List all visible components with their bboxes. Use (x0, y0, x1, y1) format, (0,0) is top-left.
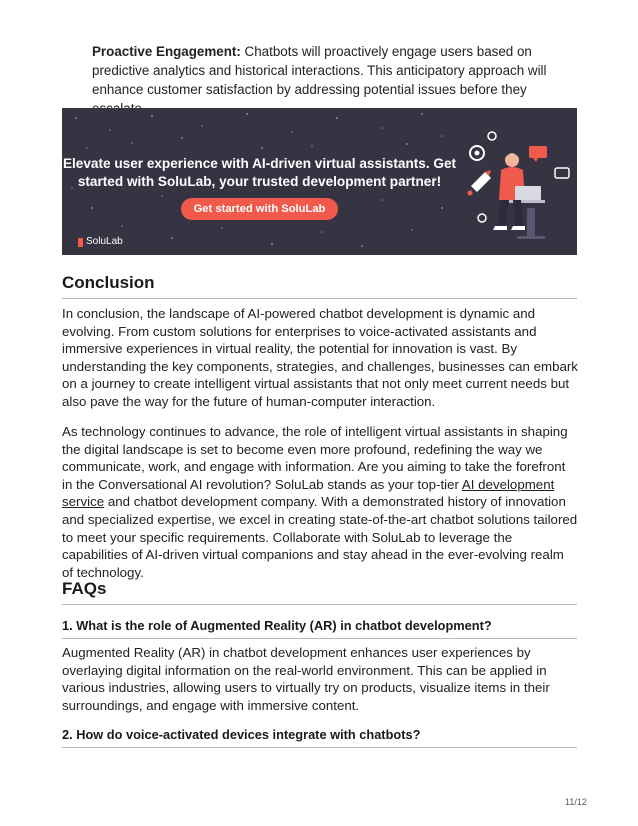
page-number: 11/12 (565, 797, 587, 807)
conclusion-paragraph-2 (62, 423, 578, 581)
proactive-engagement-label: Proactive Engagement: (92, 44, 241, 59)
get-started-button[interactable]: Get started with SoluLab (181, 198, 338, 220)
banner-title-line-1: Elevate user experience with AI-driven virtual assistants. Get (62, 156, 457, 171)
banner-brand-name: SoluLab (86, 236, 123, 247)
promo-banner[interactable] (62, 108, 577, 255)
solulab-logo-icon (78, 238, 83, 247)
faqs-heading: FAQs (62, 579, 577, 605)
conclusion-paragraph-2-text-end: and chatbot development company. With a demonstrated history of innovation and specialized expertise, we excel in creating state-of-the-art chatbot solutions tailored to meet your specific requirements. Collaborate with SoluLab to leverage the capabilities of AI-driven virtual companions and stay ahead in the ever-evolving realm of technology. (62, 494, 578, 580)
faq-question-1: 1. What is the role of Augmented Reality (AR) in chatbot development? (62, 618, 577, 639)
banner-brand-logo (78, 236, 123, 248)
assistant-illustration (457, 108, 577, 255)
faq-question-2: 2. How do voice-activated devices integrate with chatbots? (62, 727, 577, 748)
laptop-icon (515, 186, 541, 201)
conclusion-paragraph-2-text-start: As technology continues to advance, the role of intelligent virtual assistants in shaping the digital landscape is set to become even more profound, redefining the way we communicate, work, and engage with information. Are you aiming to take the forefront in the Conversational AI revolution? SoluLab stands as your top-tier (62, 424, 568, 492)
proactive-engagement-paragraph (92, 42, 582, 118)
banner-title (62, 155, 457, 191)
speech-bubble-icon (529, 146, 547, 158)
banner-title-line-2: started with SoluLab, your trusted development partner! (77, 174, 442, 189)
proactive-engagement-text: Chatbots will proactively engage users based on predictive analytics and historical interactions. This anticipatory approach will enhance customer satisfaction by addressing potential issues before they (92, 44, 547, 97)
faq-answer-1: Augmented Reality (AR) in chatbot development enhances user experiences by overlaying digital information on the real-world environment. This can be applied in various industries, allowing users to virtually try on products, visualize items in their surroundings, and engage with immersive content. (62, 645, 550, 713)
rocket-icon (467, 170, 491, 196)
ai-development-service-link[interactable]: AI development service (62, 476, 555, 510)
conclusion-paragraph-1: In conclusion, the landscape of AI-powered chatbot development is dynamic and evolving. From custom solutions for enterprises to voice-activated assistants and immersive experiences in virtual reality, the potential for innovation is vast. By understanding the key components, strategies, and challenges, businesses can embark on a journey to create intelligent virtual assistants that not only meet current needs but also pave the way for the future of human-computer interaction. (62, 306, 578, 409)
conclusion-heading: Conclusion (62, 273, 577, 299)
